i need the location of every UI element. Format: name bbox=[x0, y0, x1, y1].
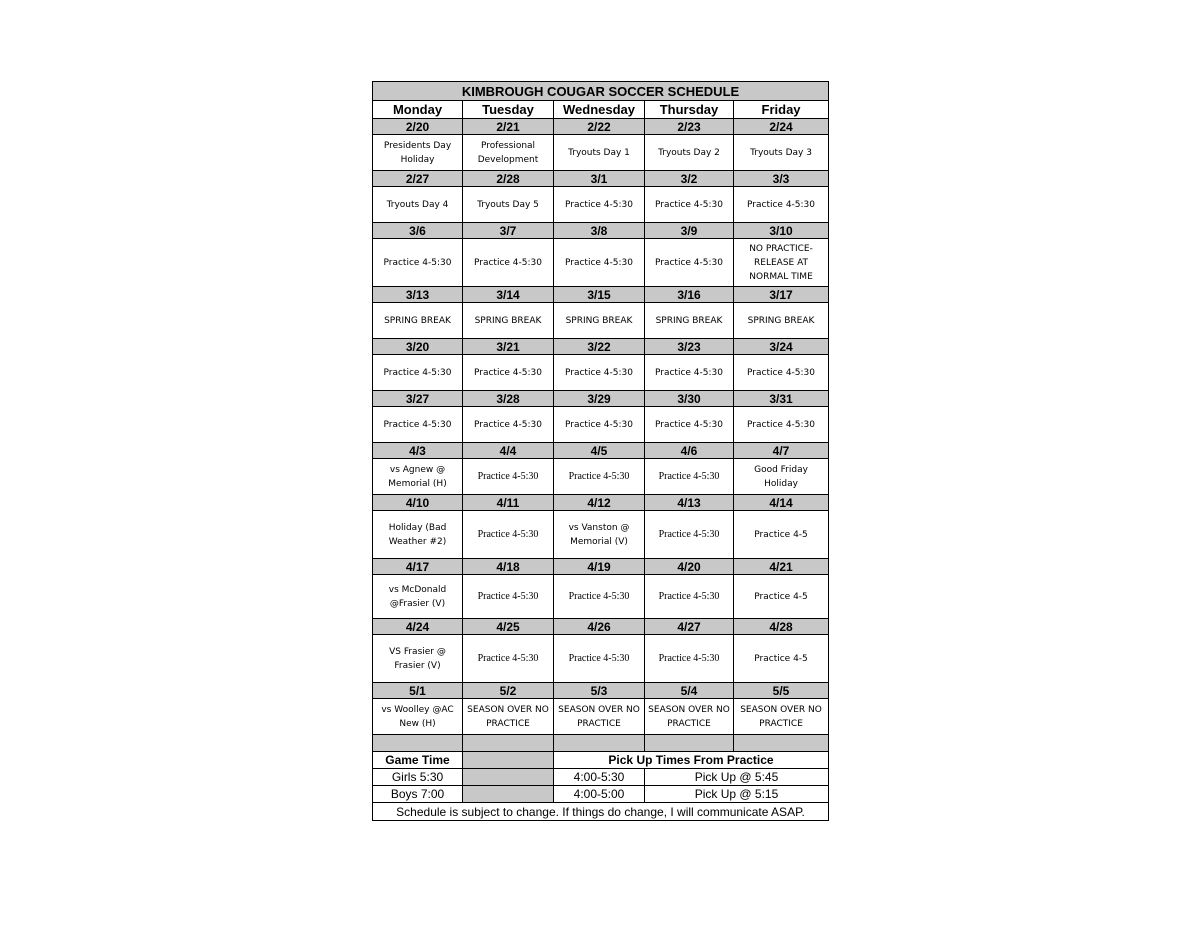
date-cell: 3/17 bbox=[734, 287, 829, 303]
event-cell: SPRING BREAK bbox=[645, 303, 734, 339]
blank-cell bbox=[373, 735, 463, 752]
date-cell: 3/31 bbox=[734, 391, 829, 407]
event-cell: vs Vanston @ Memorial (V) bbox=[554, 511, 645, 559]
date-cell: 4/26 bbox=[554, 619, 645, 635]
event-cell: SPRING BREAK bbox=[463, 303, 554, 339]
date-cell: 4/17 bbox=[373, 559, 463, 575]
footer-header-row bbox=[373, 752, 829, 769]
event-cell: Practice 4-5:30 bbox=[554, 187, 645, 223]
blank-cell bbox=[463, 769, 554, 786]
schedule-note: Schedule is subject to change. If things do change, I will communicate ASAP. bbox=[373, 803, 829, 821]
event-cell: SEASON OVER NO PRACTICE bbox=[645, 699, 734, 735]
event-row bbox=[373, 407, 829, 443]
date-cell: 3/3 bbox=[734, 171, 829, 187]
event-cell: Practice 4-5:30 bbox=[734, 355, 829, 391]
event-row bbox=[373, 187, 829, 223]
date-cell: 4/14 bbox=[734, 495, 829, 511]
event-cell: Tryouts Day 3 bbox=[734, 135, 829, 171]
event-cell: Practice 4-5:30 bbox=[645, 511, 734, 559]
event-cell: SPRING BREAK bbox=[554, 303, 645, 339]
event-cell: Practice 4-5:30 bbox=[645, 407, 734, 443]
date-cell: 4/27 bbox=[645, 619, 734, 635]
date-cell: 5/1 bbox=[373, 683, 463, 699]
event-cell: Practice 4-5:30 bbox=[554, 407, 645, 443]
weekday-header-row bbox=[373, 101, 829, 119]
pickup-time: Pick Up @ 5:45 bbox=[645, 769, 829, 786]
event-cell: Practice 4-5:30 bbox=[463, 407, 554, 443]
event-cell: SEASON OVER NO PRACTICE bbox=[734, 699, 829, 735]
date-cell: 3/27 bbox=[373, 391, 463, 407]
event-cell: SPRING BREAK bbox=[373, 303, 463, 339]
date-row bbox=[373, 559, 829, 575]
date-cell: 4/6 bbox=[645, 443, 734, 459]
event-cell: Good Friday Holiday bbox=[734, 459, 829, 495]
event-cell: VS Frasier @ Frasier (V) bbox=[373, 635, 463, 683]
event-row bbox=[373, 239, 829, 287]
date-row bbox=[373, 119, 829, 135]
event-cell: Practice 4-5:30 bbox=[645, 459, 734, 495]
date-cell: 4/10 bbox=[373, 495, 463, 511]
date-cell: 3/6 bbox=[373, 223, 463, 239]
blank-cell bbox=[463, 735, 554, 752]
date-cell: 3/30 bbox=[645, 391, 734, 407]
date-cell: 4/18 bbox=[463, 559, 554, 575]
date-cell: 4/12 bbox=[554, 495, 645, 511]
event-cell: Practice 4-5:30 bbox=[554, 459, 645, 495]
date-cell: 3/9 bbox=[645, 223, 734, 239]
event-cell: Practice 4-5:30 bbox=[373, 407, 463, 443]
game-time-value: Girls 5:30 bbox=[373, 769, 463, 786]
event-cell: Practice 4-5:30 bbox=[645, 355, 734, 391]
date-row bbox=[373, 287, 829, 303]
event-cell: Practice 4-5:30 bbox=[463, 511, 554, 559]
event-cell: Practice 4-5:30 bbox=[554, 575, 645, 619]
event-row bbox=[373, 511, 829, 559]
event-cell: Practice 4-5:30 bbox=[554, 635, 645, 683]
date-cell: 4/21 bbox=[734, 559, 829, 575]
day-header: Tuesday bbox=[463, 101, 554, 119]
date-cell: 3/23 bbox=[645, 339, 734, 355]
blank-cell bbox=[645, 735, 734, 752]
date-cell: 4/11 bbox=[463, 495, 554, 511]
event-cell: Practice 4-5:30 bbox=[645, 187, 734, 223]
date-cell: 4/20 bbox=[645, 559, 734, 575]
date-cell: 4/7 bbox=[734, 443, 829, 459]
event-cell: Practice 4-5 bbox=[734, 575, 829, 619]
event-cell: Tryouts Day 5 bbox=[463, 187, 554, 223]
date-cell: 2/27 bbox=[373, 171, 463, 187]
event-cell: Practice 4-5:30 bbox=[463, 575, 554, 619]
practice-time: 4:00-5:30 bbox=[554, 769, 645, 786]
day-header: Wednesday bbox=[554, 101, 645, 119]
date-cell: 3/21 bbox=[463, 339, 554, 355]
event-cell: Practice 4-5:30 bbox=[554, 239, 645, 287]
date-row bbox=[373, 223, 829, 239]
date-cell: 3/20 bbox=[373, 339, 463, 355]
event-cell: Presidents Day Holiday bbox=[373, 135, 463, 171]
day-header: Friday bbox=[734, 101, 829, 119]
event-cell: Tryouts Day 1 bbox=[554, 135, 645, 171]
event-cell: Practice 4-5:30 bbox=[463, 239, 554, 287]
date-row bbox=[373, 495, 829, 511]
event-cell: Practice 4-5:30 bbox=[734, 407, 829, 443]
blank-cell bbox=[554, 735, 645, 752]
date-row bbox=[373, 443, 829, 459]
date-cell: 5/2 bbox=[463, 683, 554, 699]
event-row bbox=[373, 355, 829, 391]
date-cell: 4/25 bbox=[463, 619, 554, 635]
day-header: Thursday bbox=[645, 101, 734, 119]
date-cell: 3/22 bbox=[554, 339, 645, 355]
date-cell: 3/1 bbox=[554, 171, 645, 187]
event-cell: Practice 4-5:30 bbox=[645, 575, 734, 619]
date-cell: 4/4 bbox=[463, 443, 554, 459]
event-cell: Tryouts Day 4 bbox=[373, 187, 463, 223]
date-cell: 2/22 bbox=[554, 119, 645, 135]
date-row bbox=[373, 391, 829, 407]
practice-time: 4:00-5:00 bbox=[554, 786, 645, 803]
date-cell: 4/13 bbox=[645, 495, 734, 511]
event-cell: Practice 4-5:30 bbox=[554, 355, 645, 391]
date-cell: 3/8 bbox=[554, 223, 645, 239]
date-cell: 2/28 bbox=[463, 171, 554, 187]
date-cell: 4/19 bbox=[554, 559, 645, 575]
date-cell: 4/28 bbox=[734, 619, 829, 635]
blank-cell bbox=[463, 752, 554, 769]
soccer-schedule-table bbox=[372, 81, 829, 821]
date-cell: 3/16 bbox=[645, 287, 734, 303]
date-cell: 4/3 bbox=[373, 443, 463, 459]
event-cell: Tryouts Day 2 bbox=[645, 135, 734, 171]
event-cell: Practice 4-5:30 bbox=[373, 355, 463, 391]
pickup-header: Pick Up Times From Practice bbox=[554, 752, 829, 769]
date-cell: 5/5 bbox=[734, 683, 829, 699]
event-row bbox=[373, 635, 829, 683]
event-cell: Practice 4-5:30 bbox=[373, 239, 463, 287]
date-cell: 4/5 bbox=[554, 443, 645, 459]
title-row bbox=[373, 82, 829, 101]
event-cell: vs McDonald @Frasier (V) bbox=[373, 575, 463, 619]
date-cell: 3/24 bbox=[734, 339, 829, 355]
event-cell: Practice 4-5:30 bbox=[645, 239, 734, 287]
event-cell: Practice 4-5:30 bbox=[645, 635, 734, 683]
date-row bbox=[373, 683, 829, 699]
event-cell: SEASON OVER NO PRACTICE bbox=[463, 699, 554, 735]
event-cell: Practice 4-5:30 bbox=[463, 459, 554, 495]
date-row bbox=[373, 171, 829, 187]
event-cell: vs Woolley @AC New (H) bbox=[373, 699, 463, 735]
event-cell: SPRING BREAK bbox=[734, 303, 829, 339]
game-time-header: Game Time bbox=[373, 752, 463, 769]
date-cell: 2/23 bbox=[645, 119, 734, 135]
event-row bbox=[373, 699, 829, 735]
date-cell: 3/14 bbox=[463, 287, 554, 303]
event-cell: Practice 4-5 bbox=[734, 635, 829, 683]
event-cell: NO PRACTICE- RELEASE AT NORMAL TIME bbox=[734, 239, 829, 287]
event-cell: Practice 4-5:30 bbox=[463, 635, 554, 683]
event-row bbox=[373, 459, 829, 495]
event-cell: Practice 4-5 bbox=[734, 511, 829, 559]
event-cell: Practice 4-5:30 bbox=[463, 355, 554, 391]
event-cell: Holiday (Bad Weather #2) bbox=[373, 511, 463, 559]
date-cell: 3/29 bbox=[554, 391, 645, 407]
blank-cell bbox=[463, 786, 554, 803]
day-header: Monday bbox=[373, 101, 463, 119]
event-cell: vs Agnew @ Memorial (H) bbox=[373, 459, 463, 495]
note-row bbox=[373, 803, 829, 821]
game-pickup-row bbox=[373, 786, 829, 803]
date-cell: 4/24 bbox=[373, 619, 463, 635]
date-cell: 3/13 bbox=[373, 287, 463, 303]
game-time-value: Boys 7:00 bbox=[373, 786, 463, 803]
blank-row bbox=[373, 735, 829, 752]
event-row bbox=[373, 575, 829, 619]
date-cell: 2/24 bbox=[734, 119, 829, 135]
game-pickup-row bbox=[373, 769, 829, 786]
date-cell: 2/21 bbox=[463, 119, 554, 135]
schedule-title: KIMBROUGH COUGAR SOCCER SCHEDULE bbox=[373, 82, 829, 101]
date-cell: 3/7 bbox=[463, 223, 554, 239]
event-row bbox=[373, 135, 829, 171]
date-row bbox=[373, 619, 829, 635]
event-row bbox=[373, 303, 829, 339]
date-cell: 3/2 bbox=[645, 171, 734, 187]
event-cell: Professional Development bbox=[463, 135, 554, 171]
date-cell: 3/28 bbox=[463, 391, 554, 407]
date-cell: 5/4 bbox=[645, 683, 734, 699]
date-cell: 2/20 bbox=[373, 119, 463, 135]
date-cell: 3/15 bbox=[554, 287, 645, 303]
date-cell: 3/10 bbox=[734, 223, 829, 239]
date-row bbox=[373, 339, 829, 355]
event-cell: Practice 4-5:30 bbox=[734, 187, 829, 223]
event-cell: SEASON OVER NO PRACTICE bbox=[554, 699, 645, 735]
blank-cell bbox=[734, 735, 829, 752]
pickup-time: Pick Up @ 5:15 bbox=[645, 786, 829, 803]
date-cell: 5/3 bbox=[554, 683, 645, 699]
